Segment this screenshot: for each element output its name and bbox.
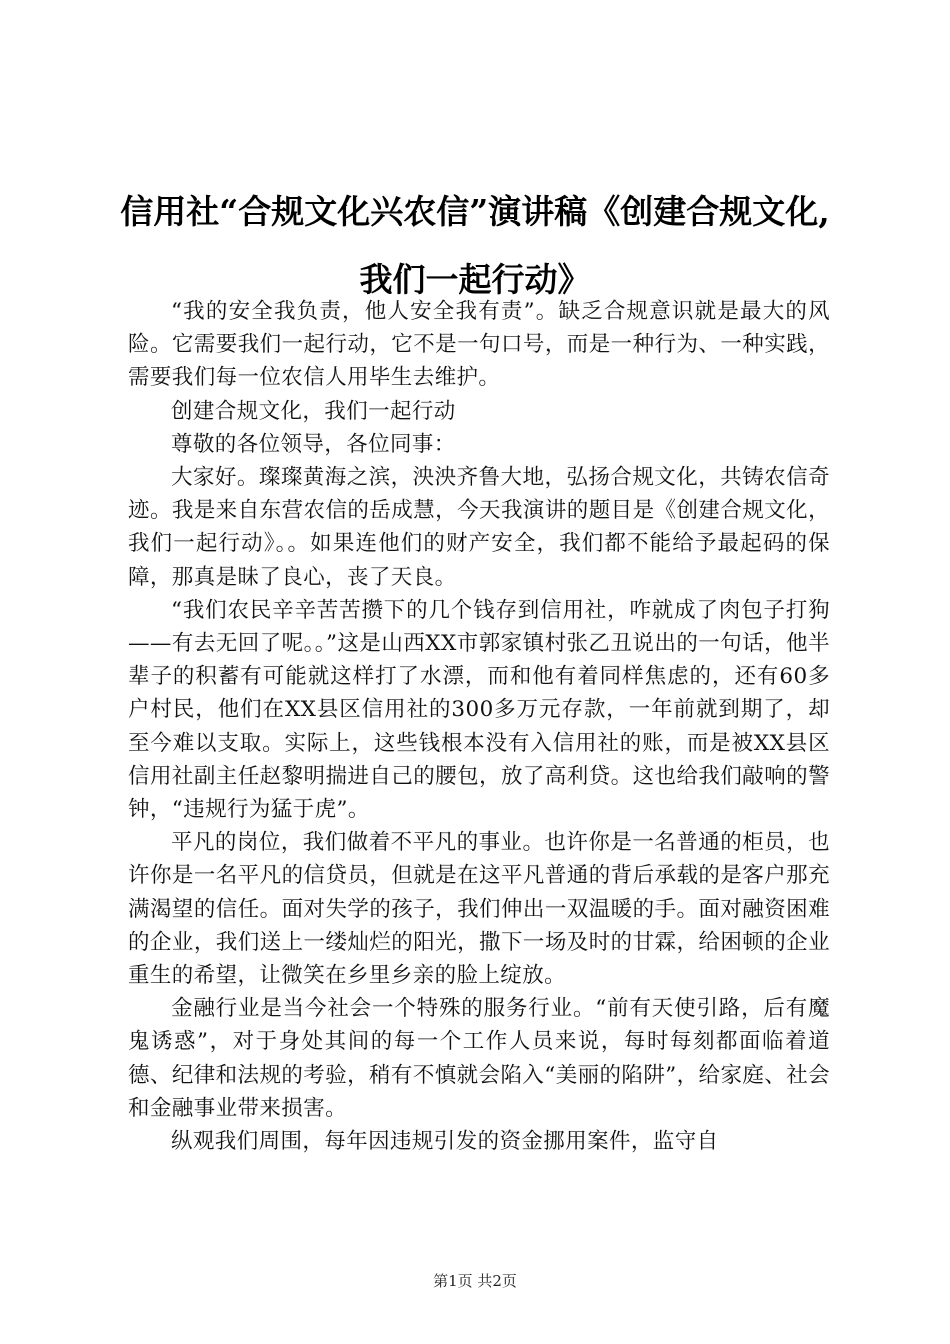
page-footer: 第1页 共2页	[433, 1272, 517, 1290]
document-title: 信用社“合规文化兴农信”演讲稿《创建合规文化,我们一起行动》	[120, 192, 830, 299]
paragraph-1: “我的安全我负责，他人安全我有责”。缺乏合规意识就是最大的风险。它需要我们一起行动，它不是一句口号，而是一种行为、一种实践，需要我们每一位农信人用毕生去维护。	[128, 299, 830, 391]
paragraph-8: 纵观我们周围，每年因违规引发的资金挪用案件，监守自	[171, 1129, 719, 1155]
paragraph-4: 大家好。璨璨黄海之滨，泱泱齐鲁大地，弘扬合规文化，共铸农信奇迹。我是来自东营农信的岳成慧，今天我演讲的题目是《创建合规文化，我们一起行动》。。如果连他们的财产安全，我们都不能给予最起码的保障，那真是昧了良心，丧了天良。	[128, 465, 830, 590]
paragraph-6: 平凡的岗位，我们做着不平凡的事业。也许你是一名普通的柜员，也许你是一名平凡的信贷员，但就是在这平凡普通的背后承载的是客户那充满渴望的信任。面对失学的孩子，我们伸出一双温暖的手。面对融资困难的企业，我们送上一缕灿烂的阳光，撒下一场及时的甘霖，给困顿的企业重生的希望，让微笑在乡里乡亲的脸上绽放。	[128, 830, 830, 989]
paragraph-7: 金融行业是当今社会一个特殊的服务行业。“前有天使引路，后有魔鬼诱惑”，对于身处其间的每一个工作人员来说，每时每刻都面临着道德、纪律和法规的考验，稍有不慎就会陷入“美丽的陷阱”，给家庭、社会和金融事业带来损害。	[128, 996, 830, 1121]
paragraph-3: 尊敬的各位领导，各位同事：	[171, 431, 456, 457]
document-body	[128, 295, 830, 1158]
paragraph-2: 创建合规文化，我们一起行动	[171, 398, 456, 424]
paragraph-5: “我们农民辛辛苦苦攒下的几个钱存到信用社，咋就成了肉包子打狗——有去无回了呢。。”这是山西XX市郭家镇村张乙丑说出的一句话，他半辈子的积蓄有可能就这样打了水漂，而和他有着同样焦虑的，还有60多户村民，他们在XX县区信用社的300多万元存款，一年前就到期了，却至今难以支取。实际上，这些钱根本没有入信用社的账，而是被XX县区信用社副主任赵黎明揣进自己的腰包，放了高利贷。这也给我们敲响的警钟，“违规行为猛于虎”。	[128, 597, 830, 823]
